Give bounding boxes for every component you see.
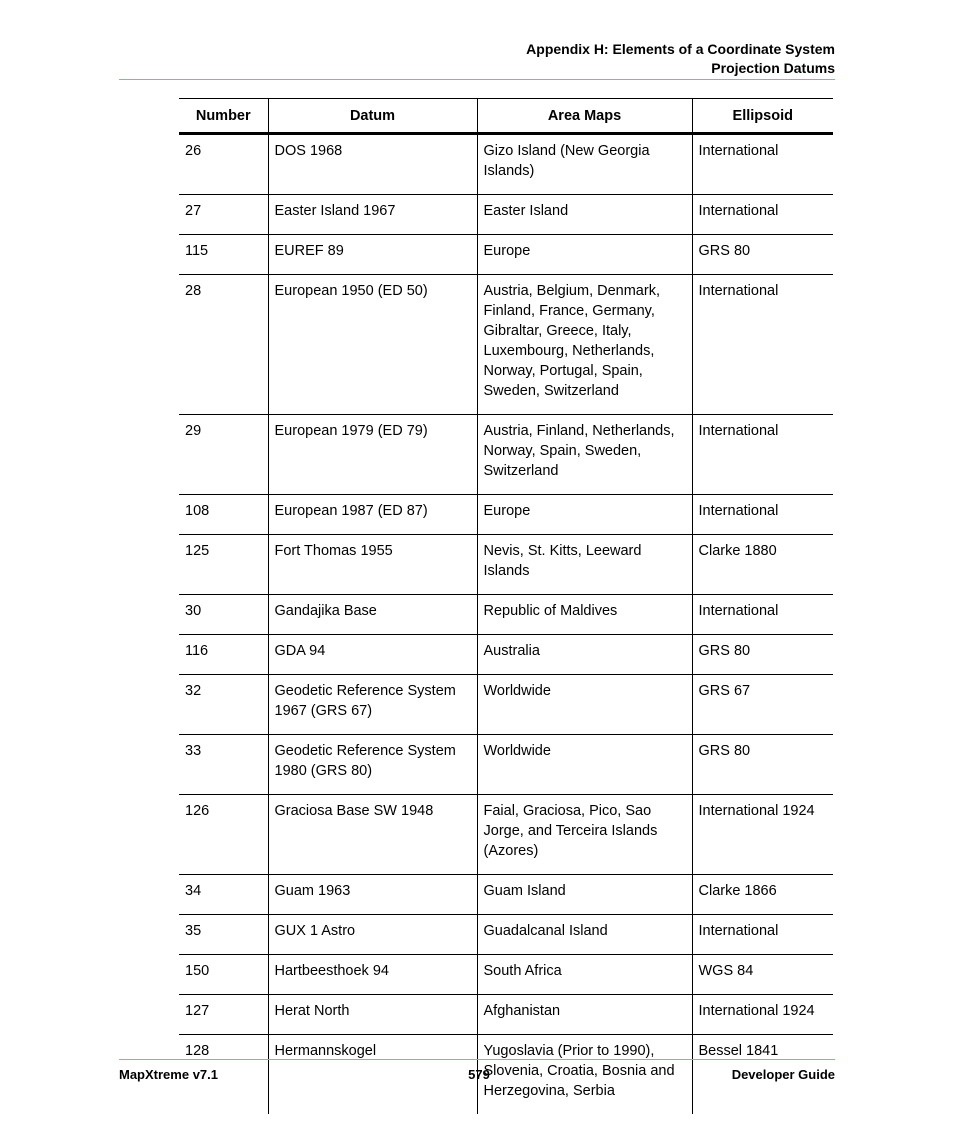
cell-area-maps: Guadalcanal Island bbox=[477, 915, 692, 955]
cell-ellipsoid: GRS 80 bbox=[692, 735, 833, 795]
header-rule bbox=[119, 79, 835, 80]
cell-area-maps: Easter Island bbox=[477, 195, 692, 235]
cell-ellipsoid: International 1924 bbox=[692, 995, 833, 1035]
table-row bbox=[179, 915, 833, 955]
table-row bbox=[179, 675, 833, 735]
cell-datum: Easter Island 1967 bbox=[268, 195, 477, 235]
cell-ellipsoid: International bbox=[692, 495, 833, 535]
column-header-area-maps: Area Maps bbox=[477, 99, 692, 134]
cell-datum: European 1979 (ED 79) bbox=[268, 415, 477, 495]
cell-number: 108 bbox=[179, 495, 268, 535]
cell-area-maps: Faial, Graciosa, Pico, Sao Jorge, and Terceira Islands (Azores) bbox=[477, 795, 692, 875]
cell-area-maps: South Africa bbox=[477, 955, 692, 995]
table-row bbox=[179, 955, 833, 995]
page-header bbox=[119, 40, 835, 78]
cell-area-maps: Gizo Island (New Georgia Islands) bbox=[477, 134, 692, 195]
table-row bbox=[179, 134, 833, 195]
cell-datum: Herat North bbox=[268, 995, 477, 1035]
column-header-datum: Datum bbox=[268, 99, 477, 134]
cell-area-maps: Europe bbox=[477, 495, 692, 535]
cell-ellipsoid: Clarke 1880 bbox=[692, 535, 833, 595]
footer-document-title: Developer Guide bbox=[731, 1067, 835, 1082]
footer-product: MapXtreme v7.1 bbox=[119, 1067, 218, 1082]
cell-ellipsoid: GRS 80 bbox=[692, 235, 833, 275]
table-row bbox=[179, 275, 833, 415]
cell-ellipsoid: Bessel 1841 bbox=[692, 1035, 833, 1115]
table-row bbox=[179, 415, 833, 495]
table-row bbox=[179, 795, 833, 875]
cell-ellipsoid: International bbox=[692, 275, 833, 415]
cell-datum: GDA 94 bbox=[268, 635, 477, 675]
table-row bbox=[179, 635, 833, 675]
cell-number: 32 bbox=[179, 675, 268, 735]
cell-ellipsoid: International bbox=[692, 134, 833, 195]
cell-number: 33 bbox=[179, 735, 268, 795]
cell-datum: Geodetic Reference System 1967 (GRS 67) bbox=[268, 675, 477, 735]
cell-datum: Graciosa Base SW 1948 bbox=[268, 795, 477, 875]
cell-area-maps: Worldwide bbox=[477, 735, 692, 795]
cell-number: 128 bbox=[179, 1035, 268, 1115]
cell-number: 125 bbox=[179, 535, 268, 595]
table-row bbox=[179, 235, 833, 275]
cell-ellipsoid: International 1924 bbox=[692, 795, 833, 875]
cell-datum: Gandajika Base bbox=[268, 595, 477, 635]
cell-number: 35 bbox=[179, 915, 268, 955]
datum-table bbox=[179, 98, 833, 1114]
cell-datum: Hermannskogel bbox=[268, 1035, 477, 1115]
cell-ellipsoid: International bbox=[692, 595, 833, 635]
cell-area-maps: Austria, Belgium, Denmark, Finland, France, Germany, Gibraltar, Greece, Italy, Luxembourg, Netherlands, Norway, Portugal, Spain, Sweden, Switzerland bbox=[477, 275, 692, 415]
cell-number: 26 bbox=[185, 143, 202, 159]
cell-ellipsoid: International bbox=[692, 195, 833, 235]
cell-area-maps: Worldwide bbox=[477, 675, 692, 735]
cell-ellipsoid: GRS 67 bbox=[692, 675, 833, 735]
cell-number: 126 bbox=[179, 795, 268, 875]
cell-number: 28 bbox=[179, 275, 268, 415]
cell-datum: European 1987 (ED 87) bbox=[268, 495, 477, 535]
cell-area-maps: Europe bbox=[477, 235, 692, 275]
footer-rule bbox=[119, 1059, 835, 1060]
cell-area-maps: Yugoslavia (Prior to 1990), Slovenia, Croatia, Bosnia and Herzegovina, Serbia bbox=[477, 1035, 692, 1115]
table-row bbox=[179, 495, 833, 535]
cell-area-maps: Republic of Maldives bbox=[477, 595, 692, 635]
cell-datum: Geodetic Reference System 1980 (GRS 80) bbox=[268, 735, 477, 795]
cell-datum: DOS 1968 bbox=[268, 134, 477, 195]
cell-datum: Fort Thomas 1955 bbox=[268, 535, 477, 595]
cell-number: 30 bbox=[179, 595, 268, 635]
cell-ellipsoid: WGS 84 bbox=[692, 955, 833, 995]
cell-number: 115 bbox=[179, 235, 268, 275]
column-header-ellipsoid: Ellipsoid bbox=[692, 99, 833, 134]
cell-ellipsoid: International bbox=[692, 915, 833, 955]
cell-number: 27 bbox=[179, 195, 268, 235]
cell-area-maps: Australia bbox=[477, 635, 692, 675]
table-row bbox=[179, 875, 833, 915]
cell-ellipsoid: International bbox=[692, 415, 833, 495]
cell-area-maps: Nevis, St. Kitts, Leeward Islands bbox=[477, 535, 692, 595]
cell-number: 29 bbox=[179, 415, 268, 495]
column-header-number: Number bbox=[179, 99, 268, 134]
cell-ellipsoid: GRS 80 bbox=[692, 635, 833, 675]
table-row bbox=[179, 995, 833, 1035]
cell-datum: European 1950 (ED 50) bbox=[268, 275, 477, 415]
table-row bbox=[179, 595, 833, 635]
cell-datum: EUREF 89 bbox=[268, 235, 477, 275]
cell-number: 116 bbox=[179, 635, 268, 675]
page-footer bbox=[119, 1067, 835, 1085]
cell-number: 150 bbox=[179, 955, 268, 995]
cell-area-maps: Austria, Finland, Netherlands, Norway, Spain, Sweden, Switzerland bbox=[477, 415, 692, 495]
table-header-row bbox=[179, 99, 833, 134]
cell-area-maps: Guam Island bbox=[477, 875, 692, 915]
cell-number: 34 bbox=[179, 875, 268, 915]
cell-datum: Hartbeesthoek 94 bbox=[268, 955, 477, 995]
table-row bbox=[179, 735, 833, 795]
footer-page-number: 579 bbox=[468, 1067, 490, 1082]
header-section-title: Projection Datums bbox=[711, 60, 835, 76]
table-row bbox=[179, 535, 833, 595]
table-row bbox=[179, 195, 833, 235]
cell-datum: GUX 1 Astro bbox=[268, 915, 477, 955]
cell-ellipsoid: Clarke 1866 bbox=[692, 875, 833, 915]
cell-datum: Guam 1963 bbox=[268, 875, 477, 915]
header-chapter-title: Appendix H: Elements of a Coordinate System bbox=[526, 41, 835, 57]
cell-number: 127 bbox=[179, 995, 268, 1035]
cell-area-maps: Afghanistan bbox=[477, 995, 692, 1035]
